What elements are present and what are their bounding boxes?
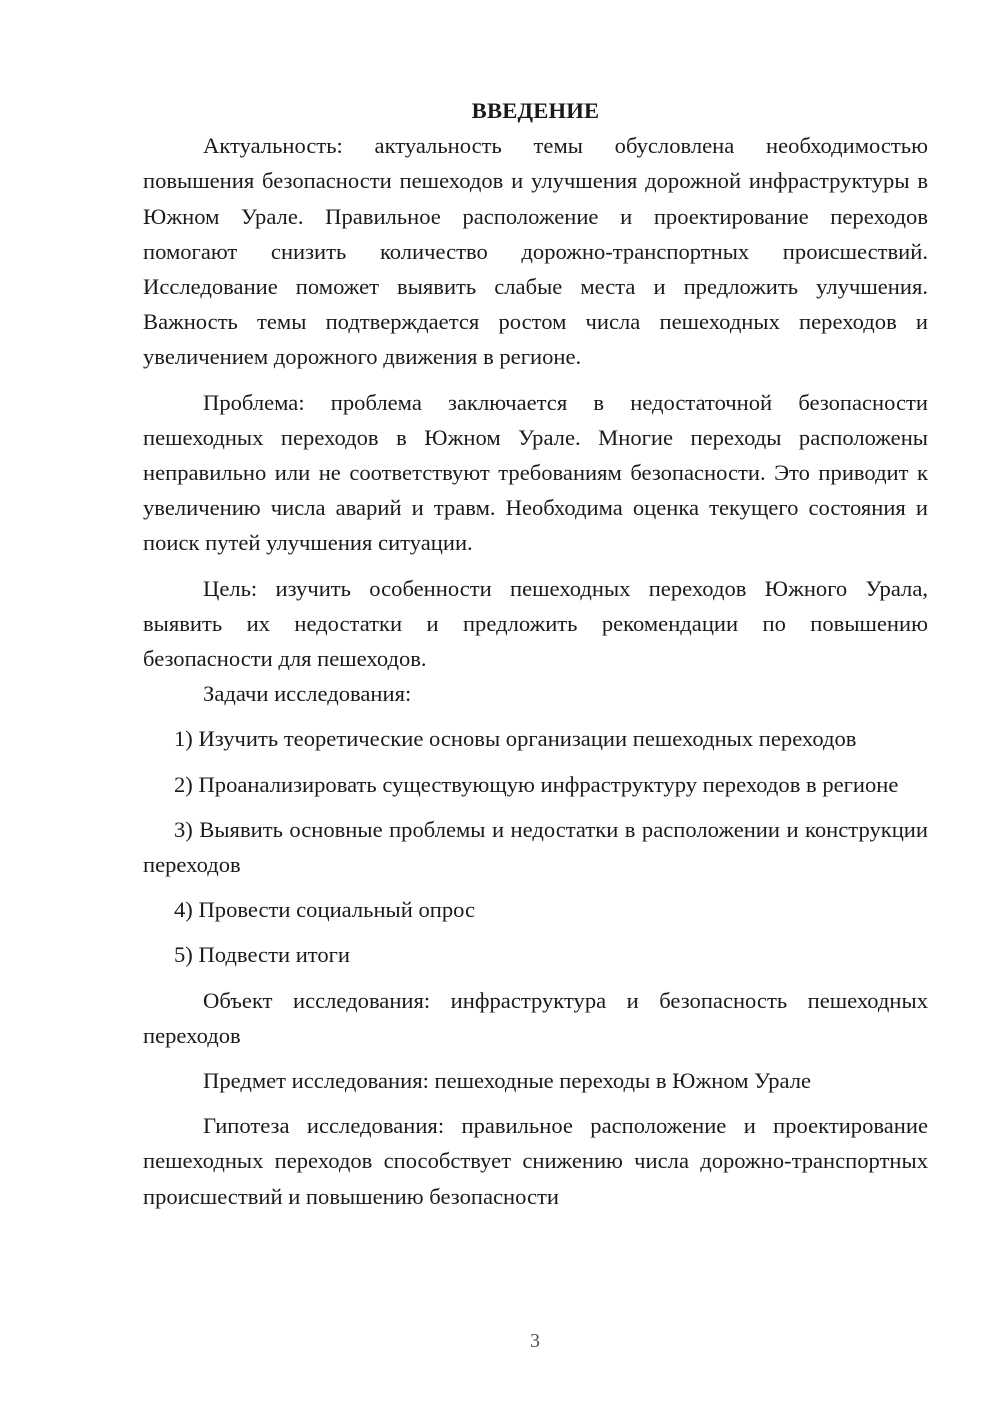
document-page bbox=[143, 93, 928, 1214]
object-paragraph: Объект исследования: инфраструктура и безопасность пешеходных переходов bbox=[143, 987, 928, 1048]
task-item-3: 3) Выявить основные проблемы и недостатки в расположении и конструкции переходов bbox=[143, 816, 928, 878]
problem-paragraph: Проблема: проблема заключается в недостаточной безопасности пешеходных переходов в Южном Урале. Многие переходы расположены неправильно или не соответствуют требованиям безопасности. Это приводит к увеличению числа аварий и травм. Необходима оценка текущего состояния и поиск путей улучшения ситуации. bbox=[143, 389, 928, 556]
task-item-5: 5) Подвести итоги bbox=[174, 942, 351, 968]
relevance-paragraph: Актуальность: актуальность темы обусловлена необходимостью повышения безопасности пешеходов и улучшения дорожной инфраструктуры в Южном Урале. Правильное расположение и проектирование переходов помогают снизить количество дорожно-транспортных происшествий. Исследование поможет выявить слабые места и предложить улучшения. Важность темы подтверждается ростом числа пешеходных переходов и увеличением дорожного движения в регионе. bbox=[143, 133, 928, 370]
document-title: ВВЕДЕНИЕ bbox=[471, 98, 600, 123]
task-item-2: 2) Проанализировать существующую инфраструктуру переходов в регионе bbox=[174, 771, 899, 797]
subject-paragraph: Предмет исследования: пешеходные переходы в Южном Урале bbox=[203, 1068, 812, 1094]
task-item-4: 4) Провести социальный опрос bbox=[174, 897, 476, 923]
page-number: 3 bbox=[530, 1330, 540, 1352]
tasks-heading: Задачи исследования: bbox=[203, 681, 412, 707]
hypothesis-paragraph: Гипотеза исследования: правильное расположение и проектирование пешеходных переходов способствует снижению числа дорожно-транспортных происшествий и повышению безопасности bbox=[143, 1113, 928, 1209]
task-item-1: 1) Изучить теоретические основы организации пешеходных переходов bbox=[174, 726, 857, 752]
goal-paragraph: Цель: изучить особенности пешеходных переходов Южного Урала, выявить их недостатки и предложить рекомендации по повышению безопасности для пешеходов. bbox=[143, 575, 928, 672]
